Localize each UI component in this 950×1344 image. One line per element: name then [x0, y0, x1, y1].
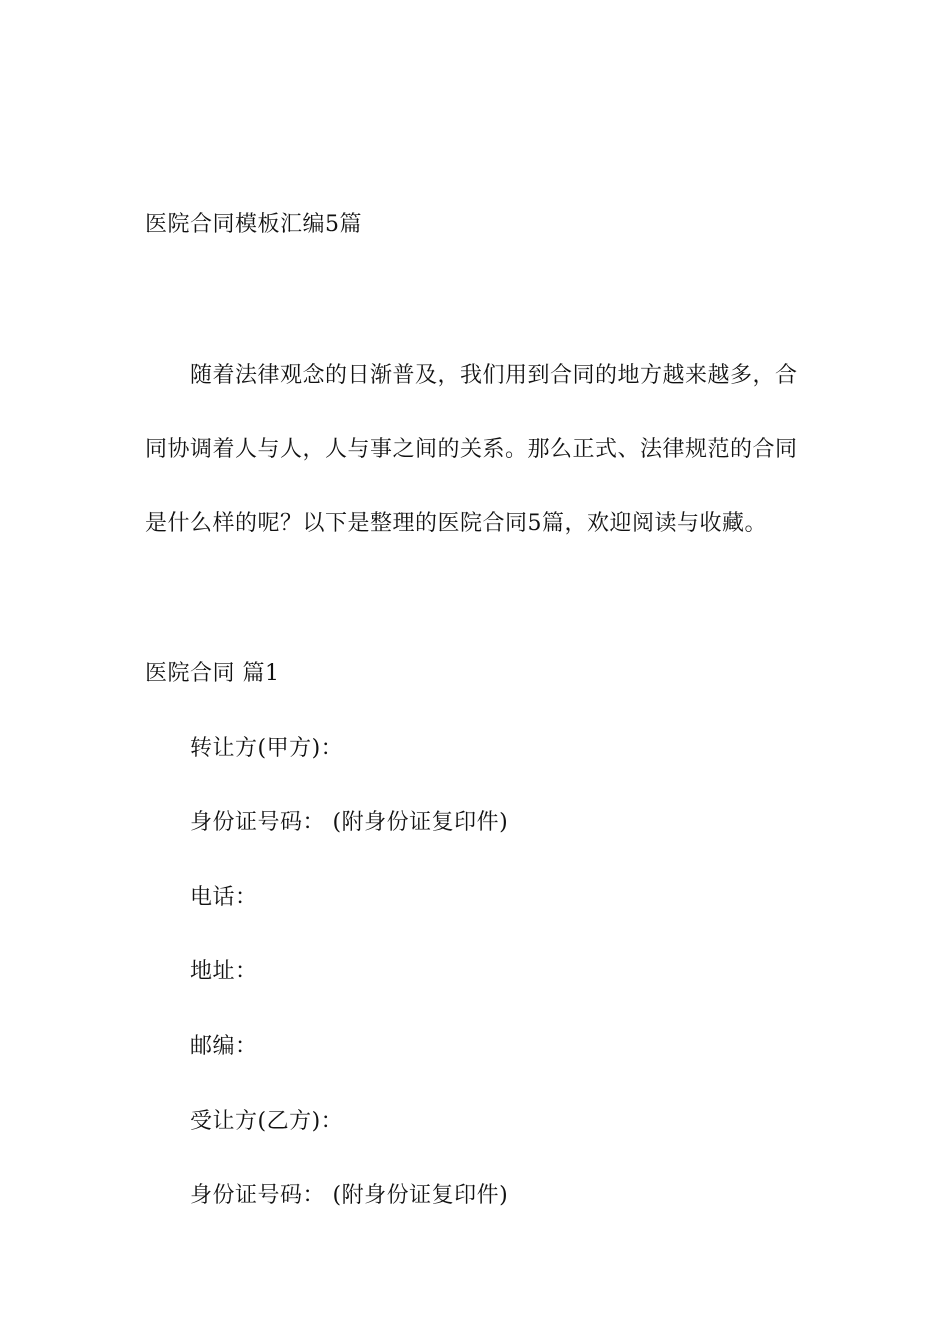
intro-line-1: 随着法律观念的日渐普及，我们用到合同的地方越来越多，合 — [190, 363, 798, 388]
field-transferor-id: 身份证号码： (附身份证复印件) — [190, 810, 509, 835]
intro-line-2: 同协调着人与人，人与事之间的关系。那么正式、法律规范的合同 — [145, 437, 798, 462]
document-title: 医院合同模板汇编5篇 — [145, 212, 362, 237]
field-phone: 电话： — [190, 885, 258, 910]
field-transferee: 受让方(乙方)： — [190, 1109, 344, 1134]
field-transferee-id: 身份证号码： (附身份证复印件) — [190, 1183, 509, 1208]
field-postcode: 邮编： — [190, 1034, 258, 1059]
section-heading: 医院合同 篇1 — [145, 661, 280, 686]
intro-line-3: 是什么样的呢？以下是整理的医院合同5篇，欢迎阅读与收藏。 — [145, 511, 767, 536]
field-transferor: 转让方(甲方)： — [190, 736, 344, 761]
field-address: 地址： — [190, 959, 258, 984]
